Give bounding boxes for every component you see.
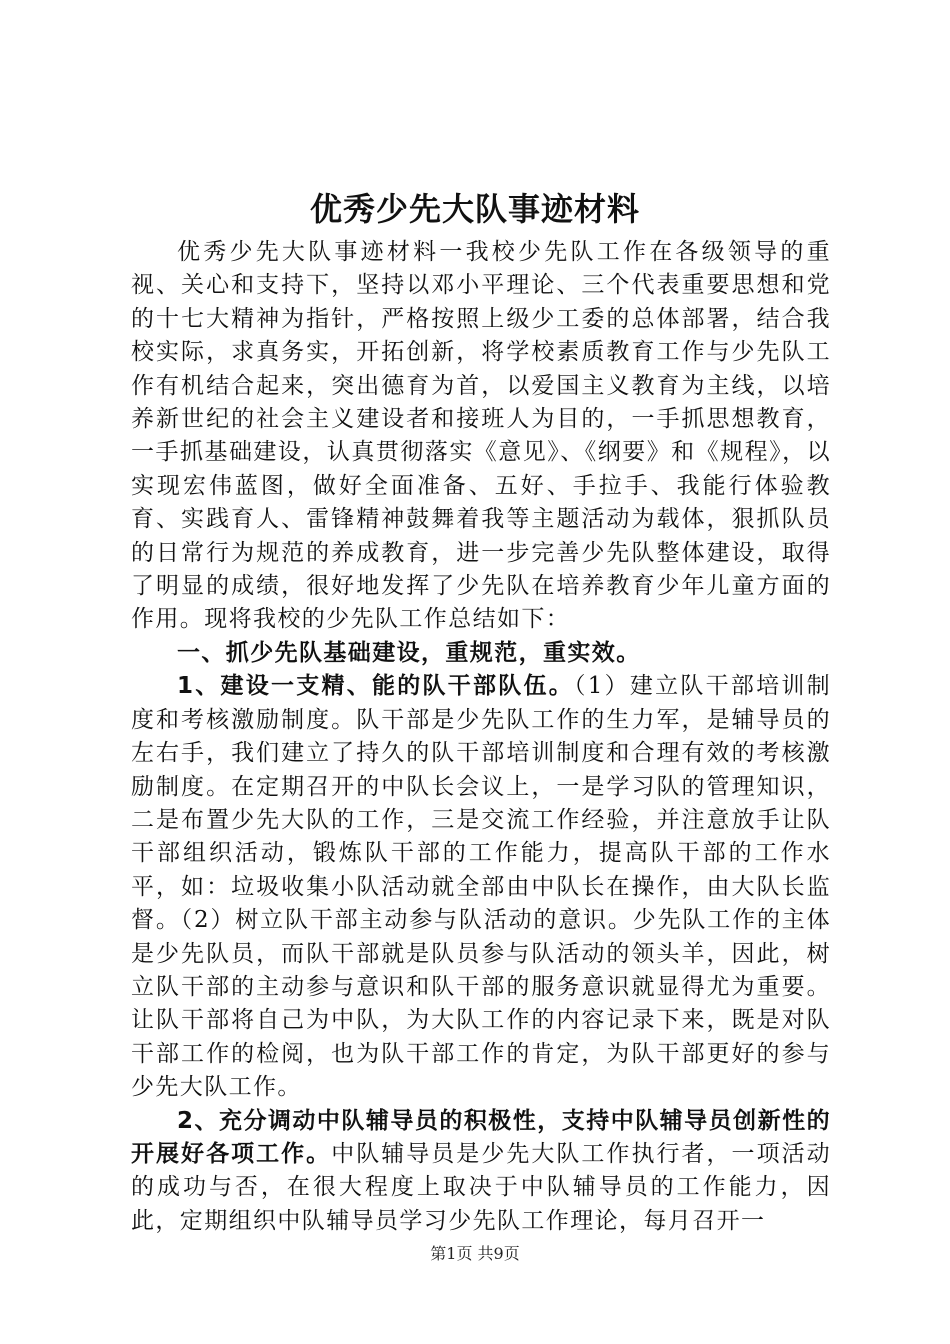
item-2-paragraph: [131, 1105, 831, 1239]
document-body: [131, 236, 831, 1238]
item-2-heading: 2、充分调动中队辅导员的积极性，支持中队辅导员创新性的开展好各项工作。: [131, 1107, 831, 1167]
page-footer: 第1页 共9页: [430, 1244, 520, 1263]
item-2-body: 中队辅导员是少先大队工作执行者，一项活动的成功与否，在很大程度上取决于中队辅导员的工作能力，因此，定期组织中队辅导员学习少先队工作理论，每月召开一: [131, 1140, 832, 1234]
item-1-paragraph: [131, 670, 831, 1104]
section-heading-1: 一、抓少先队基础建设，重规范，重实效。: [177, 639, 641, 666]
item-1-heading: 1、建设一支精、能的队干部队伍。: [177, 673, 574, 700]
intro-paragraph: 优秀少先大队事迹材料一我校少先队工作在各级领导的重视、关心和支持下，坚持以邓小平理论、三个代表重要思想和党的十七大精神为指针，严格按照上级少工委的总体部署，结合我校实际，求真务实，开拓创新，将学校素质教育工作与少先队工作有机结合起来，突出德育为首，以爱国主义教育为主线，以培养新世纪的社会主义建设者和接班人为目的，一手抓思想教育，一手抓基础建设，认真贯彻落实《意见》、《纲要》和《规程》，以实现宏伟蓝图，做好全面准备、五好、手拉手、我能行体验教育、实践育人、雷锋精神鼓舞着我等主题活动为载体，狠抓队员的日常行为规范的养成教育，进一步完善少先队整体建设，取得了明显的成绩，很好地发挥了少先队在培养教育少年儿童方面的作用。现将我校的少先队工作总结如下：: [131, 239, 831, 633]
page-title: 优秀少先大队事迹材料: [309, 190, 640, 228]
item-1-body: （1）建立队干部培训制度和考核激励制度。队干部是少先队工作的生力军，是辅导员的左右手，我们建立了持久的队干部培训制度和合理有效的考核激励制度。在定期召开的中队长会议上，一是学习队的管理知识，二是布置少先大队的工作，三是交流工作经验，并注意放手让队干部组织活动，锻炼队干部的工作能力，提高队干部的工作水平，如：垃圾收集小队活动就全部由中队长在操作，由大队长监督。（2）树立队干部主动参与队活动的意识。少先队工作的主体是少先队员，而队干部就是队员参与队活动的领头羊，因此，树立队干部的主动参与意识和队干部的服务意识就显得尤为重要。让队干部将自己为中队，为大队工作的内容记录下来，既是对队干部工作的检阅，也为队干部工作的肯定，为队干部更好的参与少先大队工作。: [131, 673, 831, 1101]
